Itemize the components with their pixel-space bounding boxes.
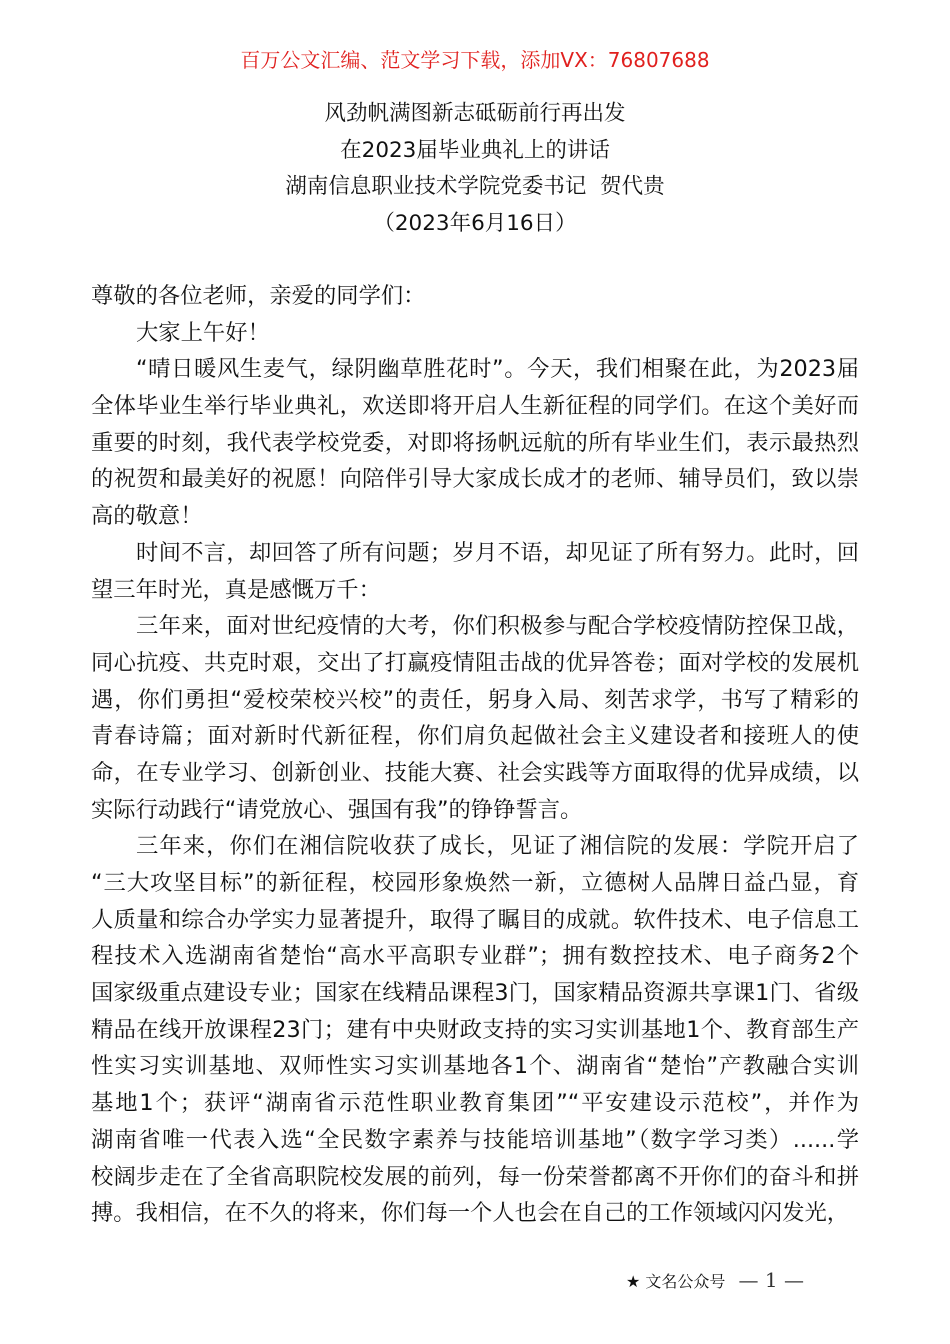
text-line: 的祝贺和最美好的祝愿！向陪伴引导大家成长成才的老师、辅导员们，致以崇 [91,466,859,493]
document-body [91,278,859,1232]
title-block [0,96,950,243]
paragraph [91,535,859,608]
page-number: — 1 — [738,1268,804,1292]
text-line: 命，在专业学习、创新创业、技能大赛、社会实践等方面取得的优异成绩，以 [91,759,859,786]
text-line: 高的敬意！ [91,503,203,530]
text-line: 校阔步走在了全省高职院校发展的前列，每一份荣誉都离不开你们的奋斗和拼 [91,1163,859,1190]
text-line: 程技术入选湖南省楚怡“高水平高职专业群”；拥有数控技术、电子商务2个 [91,943,859,970]
paragraph [91,608,859,828]
text-line: 实际行动践行“请党放心、强国有我”的铮铮誓言。 [91,796,583,823]
text-line: “三大攻坚目标”的新征程，校园形象焕然一新，立德树人品牌日益凸显，育 [91,870,859,896]
paragraph [91,315,859,352]
text-line: 三年来，面对世纪疫情的大考，你们积极参与配合学校疫情防控保卫战， [136,613,859,640]
text-line: 基地1个；获评“湖南省示范性职业教育集团”“平安建设示范校”，并作为 [91,1090,859,1117]
page-footer [626,1266,804,1296]
text-line: 遇，你们勇担“爱校荣校兴校”的责任，躬身入局、刻苦求学，书写了精彩的 [91,686,859,713]
watermark-banner: 百万公文汇编、范文学习下载，添加VX：76807688 [240,48,710,72]
text-line: “晴日暖风生麦气，绿阴幽草胜花时”。今天，我们相聚在此，为2023届 [136,356,859,383]
text-line: 同心抗疫、共克时艰，交出了打赢疫情阻击战的优异答卷；面对学校的发展机 [91,649,859,676]
text-line: 尊敬的各位老师，亲爱的同学们： [91,283,426,309]
footer-brand: ★ 文名公众号 [626,1272,726,1291]
paragraph [91,278,859,315]
speaker: 湖南信息职业技术学院党委书记 贺代贵 [285,174,665,200]
paragraph [91,828,859,1232]
text-line: 全体毕业生举行毕业典礼，欢送即将开启人生新征程的同学们。在这个美好而 [91,393,859,420]
text-line: 精品在线开放课程23门；建有中央财政支持的实习实训基地1个、教育部生产 [91,1016,859,1043]
text-line: 人质量和综合办学实力显著提升，取得了瞩目的成就。软件技术、电子信息工 [91,906,859,933]
paragraph [91,351,859,534]
text-line: 重要的时刻，我代表学校党委，对即将扬帆远航的所有毕业生们，表示最热烈 [91,429,859,456]
speech-date: （2023年6月16日） [373,211,577,237]
speech-subtitle: 在2023届毕业典礼上的讲话 [340,137,610,163]
text-line: 时间不言，却回答了所有问题；岁月不语，却见证了所有努力。此时，回 [136,539,859,566]
text-line: 大家上午好！ [136,319,270,346]
text-line: 湖南省唯一代表入选“全民数字素养与技能培训基地”（数字学习类）......学 [91,1126,859,1153]
text-line: 望三年时光，真是感慨万千： [91,576,381,603]
text-line: 国家级重点建设专业；国家在线精品课程3门，国家精品资源共享课1门、省级 [91,980,859,1007]
text-line: 搏。我相信，在不久的将来，你们每一个人也会在自己的工作领域闪闪发光， [91,1200,850,1227]
text-line: 性实习实训基地、双师性实习实训基地各1个、湖南省“楚怡”产教融合实训 [91,1053,859,1080]
text-line: 三年来，你们在湘信院收获了成长，见证了湘信院的发展：学院开启了 [136,833,859,860]
speech-title: 风劲帆满图新志砥砺前行再出发 [324,101,626,126]
text-line: 青春诗篇；面对新时代新征程，你们肩负起做社会主义建设者和接班人的使 [91,723,859,750]
